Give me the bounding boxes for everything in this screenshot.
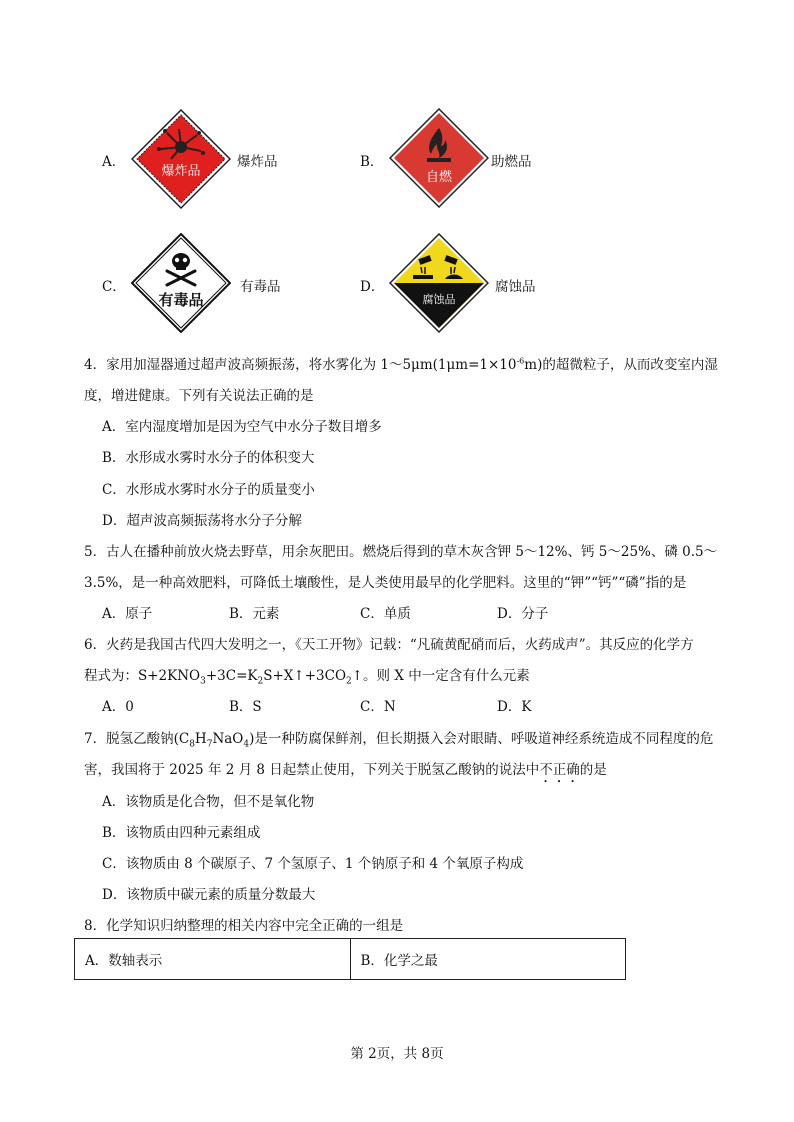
option-d-name: 腐蚀品 [495,279,536,295]
q6-line1: 6．火药是我国古代四大发明之一，《天工开物》记载：“凡硫黄配硝而后，火药成声”。其反应的化学方 [84,637,694,653]
q6-option-c: C．N [360,699,396,715]
q8-cell-b: B．化学之最 [350,939,626,980]
q6-equation: 程式为：$S+2KNO_3+3C=K_2S+X↑+3CO_2↑$。则 X 中一定含有什么元素 [84,668,530,687]
q5-line2: 3.5%，是一种高效肥料，可降低土壤酸性，是人类使用最早的化学肥料。这里的“钾”“钙”“磷”指的是 [84,575,687,591]
corrosive-sign-text: 腐蚀品 [422,293,456,306]
option-d-letter: D． [360,279,385,295]
option-c-name: 有毒品 [240,279,281,295]
flammable-sign-icon [389,108,489,208]
q7-option-c: C．该物质由 8 个碳原子、7 个氢原子、1 个钠原子和 4 个氧原子构成 [102,856,524,872]
q6-option-d: D．K [497,699,532,715]
toxic-sign-icon [131,233,231,333]
q4-option-a: A．室内湿度增加是因为空气中水分子数目增多 [102,419,382,435]
option-c-letter: C． [102,279,126,295]
q5-line1: 5．古人在播种前放火烧去野草，用余灰肥田。燃烧后得到的草木灰含钾 5～12%、钙 5～25%、磷 0.5～ [84,544,718,560]
q4-line1: 4．家用加湿器通过超声波高频振荡，将水雾化为 $1\sim 5\mu m(1\mu m=1\times 10^{-6}m)$的超微粒子，从而改变室内湿 [84,356,718,373]
q4-option-b: B．水形成水雾时水分子的体积变大 [102,450,315,466]
option-a-letter: A． [102,154,126,170]
q8-options-table [74,938,626,980]
q8-stem: 8．化学知识归纳整理的相关内容中完全正确的一组是 [84,918,404,934]
option-b-name: 助燃品 [491,154,532,170]
flammable-sign-text: 自燃 [425,170,453,185]
q4-option-c: C．水形成水雾时水分子的质量变小 [102,482,315,498]
corrosive-sign-icon [389,233,489,333]
option-b-letter: B． [360,154,384,170]
q7-option-d: D．该物质中碳元素的质量分数最大 [102,887,316,903]
q5-option-c: C．单质 [360,606,411,622]
q5-option-d: D．分子 [497,606,549,622]
explosive-sign-text: 爆炸品 [161,164,201,179]
q7-line1: 7．脱氢乙酸钠$(C_8H_7NaO_4)$是一种防腐保鲜剂，但长期摄入会对眼睛、呼吸道神经系统造成不同程度的危 [84,731,714,750]
option-a-name: 爆炸品 [237,154,278,170]
q6-option-b: B．S [229,699,262,715]
q4-line2: 度，增进健康。下列有关说法正确的是 [84,388,314,404]
q6-option-a: A．0 [102,699,134,715]
q8-cell-a: A．数轴表示 [75,939,351,980]
q7-option-a: A．该物质是化合物，但不是氧化物 [102,794,315,810]
q7-option-b: B．该物质由四种元素组成 [102,825,261,841]
q5-option-b: B．元素 [229,606,280,622]
toxic-sign-text: 有毒品 [158,291,204,309]
page-footer: 第 2页，共 8页 [350,1046,444,1062]
q5-option-a: A．原子 [102,606,153,622]
q7-line2: 害，我国将于 2025 年 2 月 8 日起禁止使用，下列关于脱氢乙酸钠的说法中不正确的是 [84,762,607,778]
q4-option-d: D．超声波高频振荡将水分子分解 [102,513,302,529]
explosive-sign-icon [131,109,231,209]
emphasis-not-correct: 不正确 [539,762,580,778]
